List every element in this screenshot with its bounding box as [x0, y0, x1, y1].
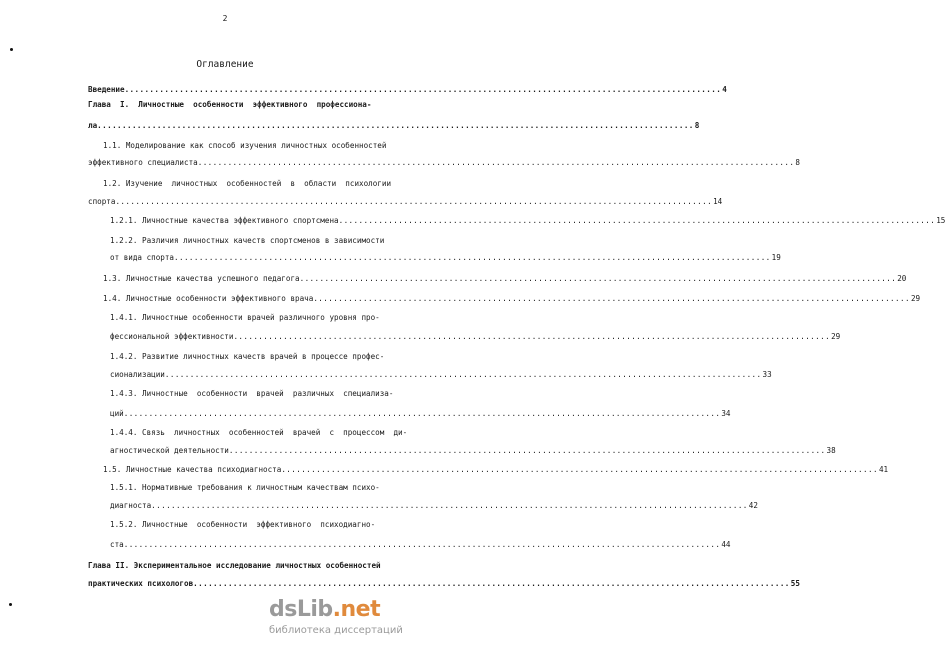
toc-leader-dots: ........................................................................................................................	[151, 501, 748, 510]
toc-page-number: 8	[694, 121, 700, 130]
toc-entry-line	[88, 562, 438, 570]
toc-entry-line	[88, 121, 700, 130]
toc-entry-line	[110, 446, 836, 455]
toc-entry-line	[103, 465, 889, 474]
toc-entry-line	[110, 332, 841, 341]
toc-entry-text: агностической деятельности	[110, 446, 229, 455]
toc-leader-dots: ........................................................................................................................	[115, 197, 713, 206]
toc-entry-text: Глава I. Личностные особенности эффективного профессиона-	[88, 100, 372, 109]
toc-entry-line	[103, 294, 921, 303]
toc-entry-text: Глава II. Экспериментальное исследование личностных особенностей	[88, 561, 381, 570]
toc-page-number: 15	[936, 216, 945, 225]
toc-page-number: 19	[771, 253, 781, 262]
toc-entry-line	[88, 579, 800, 588]
toc-entry-line	[88, 158, 800, 167]
toc-leader-dots: ........................................................................................................................	[174, 253, 771, 262]
toc-page-number: 29	[831, 332, 841, 341]
toc-page-number: 20	[897, 274, 907, 283]
toc-entry-line	[110, 353, 438, 361]
toc-entry-text: ла	[88, 121, 98, 130]
toc-page-number: 42	[748, 501, 758, 510]
toc-entry-text: 1.5.1. Нормативные требования к личностным качествам психо-	[110, 483, 380, 492]
toc-leader-dots: ........................................................................................................................	[233, 332, 831, 341]
toc-entry-text: диагноста	[110, 501, 152, 510]
toc-entry-text: 1.4.3. Личностные особенности врачей различных специализа-	[110, 389, 394, 398]
toc-entry-line	[110, 237, 438, 245]
toc-entry-line	[110, 540, 731, 549]
toc-entry-line	[88, 197, 723, 206]
toc-leader-dots: ........................................................................................................................	[124, 85, 722, 94]
toc-page-number: 8	[795, 158, 800, 167]
toc-entry-text: 1.4. Личностные особенности эффективного врача	[103, 294, 314, 303]
toc-entry-line	[110, 429, 438, 437]
toc-entry-line	[110, 521, 438, 529]
toc-page-number: 29	[910, 294, 921, 303]
toc-leader-dots: ........................................................................................................................	[228, 446, 826, 455]
toc-entry-line	[110, 216, 945, 225]
watermark-caption: библиотека диссертаций	[269, 625, 403, 636]
toc-entry-text: практических психологов	[88, 579, 194, 588]
toc-entry-text: 1.2.1. Личностные качества эффективного спортсмена	[110, 216, 339, 225]
toc-entry-text: фессиональной эффективности	[110, 332, 234, 341]
toc-entry-text: ций	[110, 409, 124, 418]
toc-entry-text: 1.4.1. Личностные особенности врачей различного уровня про-	[110, 313, 380, 322]
toc-entry-text: ста	[110, 540, 124, 549]
toc-entry-line	[103, 274, 907, 283]
toc-page-number: 34	[721, 409, 731, 418]
page-number: 2	[222, 14, 228, 23]
toc-entry-line	[110, 370, 772, 379]
toc-entry-text: Введение	[88, 85, 125, 94]
toc-entry-line	[110, 314, 438, 322]
toc-page-number: 55	[790, 579, 800, 588]
toc-entry-line	[110, 253, 781, 262]
toc-entry-text: 1.5.2. Личностные особенности эффективного психодиагно-	[110, 520, 376, 529]
toc-entry-text: от вида спорта	[110, 253, 175, 262]
toc-entry-text: 1.2. Изучение личностных особенностей в области психологии	[103, 179, 392, 188]
toc-page-number: 4	[722, 85, 727, 94]
toc-entry-text: эффективного специалиста	[88, 158, 198, 167]
toc-page-number: 41	[878, 465, 889, 474]
toc-leader-dots: ........................................................................................................................	[123, 540, 721, 549]
toc-leader-dots: ........................................................................................................................	[281, 465, 878, 474]
toc-entry-text: 1.4.2. Развитие личностных качеств врачей в процессе профес-	[110, 352, 385, 361]
page-title: Оглавление	[196, 59, 254, 70]
toc-page-number: 38	[826, 446, 836, 455]
toc-entry-line	[110, 484, 438, 492]
toc-leader-dots: ........................................................................................................................	[299, 274, 897, 283]
toc-entry-text: 1.5. Личностные качества психодиагноста	[103, 465, 282, 474]
toc-entry-text: 1.4.4. Связь личностных особенностей врачей с процессом ди-	[110, 428, 408, 437]
toc-leader-dots: ........................................................................................................................	[193, 579, 790, 588]
toc-entry-line	[88, 101, 438, 109]
toc-entry-text: 1.1. Моделирование как способ изучения личностных особенностей	[103, 141, 387, 150]
toc-leader-dots: ........................................................................................................................	[313, 294, 910, 303]
toc-page-number: 33	[762, 370, 772, 379]
toc-leader-dots: ........................................................................................................................	[197, 158, 795, 167]
toc-leader-dots: ........................................................................................................................	[97, 121, 694, 130]
toc-entry-text: спорта	[88, 197, 116, 206]
toc-entry-line	[110, 409, 731, 418]
toc-entry-line	[103, 142, 438, 150]
toc-entry-text: 1.3. Личностные качества успешного педагога	[103, 274, 300, 283]
toc-entry-line	[103, 180, 438, 188]
toc-leader-dots: ........................................................................................................................	[164, 370, 762, 379]
toc-entry-text: 1.2.2. Различия личностных качеств спортсменов в зависимости	[110, 236, 385, 245]
toc-entry-line	[88, 85, 727, 94]
toc-leader-dots: ........................................................................................................................	[338, 216, 936, 225]
toc-page-number: 44	[721, 540, 731, 549]
toc-entry-line	[110, 501, 758, 510]
toc-entry-text: сионализации	[110, 370, 165, 379]
toc-entry-line	[110, 390, 438, 398]
watermark-logo: dsLib.net	[269, 597, 381, 622]
toc-leader-dots: ........................................................................................................................	[123, 409, 721, 418]
toc-page-number: 14	[713, 197, 723, 206]
